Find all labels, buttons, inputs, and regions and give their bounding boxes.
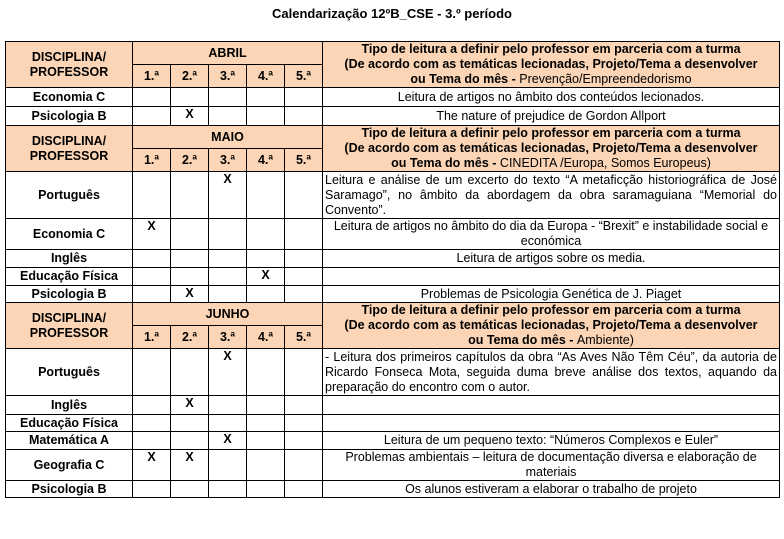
reading-type-header: [323, 303, 780, 349]
week-mark-cell: [285, 481, 323, 498]
reading-description-cell: Os alunos estiveram a elaborar o trabalho de projeto: [323, 481, 780, 498]
professor-header-label: PROFESSOR: [29, 148, 109, 163]
week-mark-cell: [247, 250, 285, 268]
week-header: 4.ª: [247, 326, 285, 349]
theme-prefix: ou Tema do mês -: [468, 333, 577, 347]
week-header: 1.ª: [133, 149, 171, 172]
reading-description-cell: Problemas de Psicologia Genética de J. Piaget: [323, 286, 780, 303]
schedule-body: [6, 42, 780, 498]
week-mark-cell: X: [171, 107, 209, 126]
week-header: 3.ª: [209, 65, 247, 88]
week-mark-cell: [133, 250, 171, 268]
reading-description-cell: Leitura e análise de um excerto do texto “A metaficção historiográfica de José Saramago”, no âmbito da abordagem da obra saramaguiana “Memorial do Convento”.: [323, 172, 780, 219]
reading-type-line3: [325, 72, 777, 87]
week-header: 3.ª: [209, 326, 247, 349]
discipline-cell: Educação Física: [6, 415, 133, 432]
reading-description-cell: Problemas ambientais – leitura de documentação diversa e elaboração de materiais: [323, 450, 780, 481]
reading-type-line2: (De acordo com as temáticas lecionadas, Projeto/Tema a desenvolver: [344, 318, 758, 332]
week-mark-cell: [209, 219, 247, 250]
week-mark-cell: [209, 450, 247, 481]
week-mark-cell: [171, 432, 209, 450]
discipline-cell: Economia C: [6, 88, 133, 107]
week-mark-cell: [171, 88, 209, 107]
reading-type-line3: [325, 333, 777, 348]
week-mark-cell: [247, 107, 285, 126]
schedule-table: [5, 41, 780, 498]
month-header-row: [6, 42, 780, 65]
discipline-cell: Economia C: [6, 219, 133, 250]
week-header: 5.ª: [285, 65, 323, 88]
reading-description-cell: Leitura de artigos no âmbito do dia da Europa - “Brexit” e instabilidade social e económica: [323, 219, 780, 250]
week-mark-cell: [285, 286, 323, 303]
week-header: 5.ª: [285, 149, 323, 172]
week-mark-cell: [285, 396, 323, 415]
reading-description-cell: Leitura de artigos no âmbito dos conteúdos lecionados.: [323, 88, 780, 107]
week-header: 2.ª: [171, 326, 209, 349]
reading-type-line2: (De acordo com as temáticas lecionadas, Projeto/Tema a desenvolver: [344, 141, 758, 155]
reading-description-cell: - Leitura dos primeiros capítulos da obra “As Aves Não Têm Céu”, da autoria de Ricardo Fonseca Mota, seguida duma breve análise dos textos, aquando da preparação do encontro com o autor.: [323, 349, 780, 396]
week-mark-cell: [133, 286, 171, 303]
discipline-cell: Psicologia B: [6, 481, 133, 498]
document-title: Calendarização 12ºB_CSE - 3.º período: [272, 6, 512, 21]
month-header-row: [6, 303, 780, 326]
reading-type-line2: (De acordo com as temáticas lecionadas, Projeto/Tema a desenvolver: [344, 57, 758, 71]
week-mark-cell: [171, 415, 209, 432]
week-mark-cell: X: [247, 268, 285, 286]
week-mark-cell: [285, 107, 323, 126]
discipline-header: [6, 42, 133, 88]
table-row: [6, 481, 780, 498]
table-row: [6, 432, 780, 450]
week-mark-cell: [247, 172, 285, 219]
discipline-cell: Psicologia B: [6, 286, 133, 303]
week-header: 2.ª: [171, 149, 209, 172]
week-mark-cell: [285, 268, 323, 286]
week-header: 1.ª: [133, 326, 171, 349]
month-name: MAIO: [133, 126, 323, 149]
discipline-header: [6, 126, 133, 172]
week-mark-cell: [133, 432, 171, 450]
table-row: [6, 286, 780, 303]
week-mark-cell: [209, 107, 247, 126]
week-mark-cell: X: [209, 432, 247, 450]
discipline-cell: Educação Física: [6, 268, 133, 286]
table-row: [6, 450, 780, 481]
discipline-cell: Psicologia B: [6, 107, 133, 126]
reading-description-cell: Leitura de um pequeno texto: “Números Complexos e Euler”: [323, 432, 780, 450]
week-mark-cell: X: [133, 450, 171, 481]
month-theme: Prevenção/Empreendedorismo: [519, 72, 692, 86]
reading-description-cell: [323, 415, 780, 432]
week-mark-cell: [247, 450, 285, 481]
month-theme: Ambiente): [576, 333, 634, 347]
week-mark-cell: [247, 286, 285, 303]
week-mark-cell: [247, 432, 285, 450]
week-mark-cell: X: [209, 172, 247, 219]
week-header: 1.ª: [133, 65, 171, 88]
week-header: 2.ª: [171, 65, 209, 88]
professor-header-label: PROFESSOR: [29, 64, 109, 79]
month-name: JUNHO: [133, 303, 323, 326]
month-theme: CINEDITA /Europa, Somos Europeus): [499, 156, 711, 170]
reading-description-cell: The nature of prejudice de Gordon Allport: [323, 107, 780, 126]
reading-description-cell: Leitura de artigos sobre os media.: [323, 250, 780, 268]
week-mark-cell: [171, 172, 209, 219]
week-header: 3.ª: [209, 149, 247, 172]
table-row: [6, 88, 780, 107]
theme-prefix: ou Tema do mês -: [391, 156, 500, 170]
discipline-cell: Matemática A: [6, 432, 133, 450]
week-mark-cell: [133, 88, 171, 107]
week-mark-cell: [285, 415, 323, 432]
reading-type-line1: Tipo de leitura a definir pelo professor em parceria com a turma: [361, 42, 741, 56]
reading-type-line1: Tipo de leitura a definir pelo professor em parceria com a turma: [361, 126, 741, 140]
week-mark-cell: [285, 432, 323, 450]
discipline-cell: Português: [6, 349, 133, 396]
reading-type-header: [323, 126, 780, 172]
discipline-header: [6, 303, 133, 349]
week-mark-cell: [133, 172, 171, 219]
week-mark-cell: [247, 219, 285, 250]
week-mark-cell: [285, 349, 323, 396]
week-mark-cell: [285, 88, 323, 107]
week-mark-cell: [133, 396, 171, 415]
week-mark-cell: [209, 396, 247, 415]
table-row: [6, 172, 780, 219]
month-name: ABRIL: [133, 42, 323, 65]
week-mark-cell: [247, 88, 285, 107]
week-mark-cell: [133, 349, 171, 396]
week-mark-cell: [171, 481, 209, 498]
week-mark-cell: [209, 286, 247, 303]
week-mark-cell: X: [209, 349, 247, 396]
week-mark-cell: [209, 88, 247, 107]
week-mark-cell: [285, 172, 323, 219]
discipline-header-label: DISCIPLINA/: [31, 49, 107, 64]
week-mark-cell: [247, 396, 285, 415]
reading-description-cell: [323, 268, 780, 286]
discipline-header-label: DISCIPLINA/: [31, 133, 107, 148]
week-mark-cell: [133, 268, 171, 286]
theme-prefix: ou Tema do mês -: [410, 72, 520, 86]
week-mark-cell: X: [171, 396, 209, 415]
discipline-cell: Geografia C: [6, 450, 133, 481]
table-row: [6, 219, 780, 250]
month-header-row: [6, 126, 780, 149]
reading-type-line1: Tipo de leitura a definir pelo professor em parceria com a turma: [361, 303, 741, 317]
week-mark-cell: [285, 250, 323, 268]
week-mark-cell: [247, 349, 285, 396]
week-mark-cell: [171, 268, 209, 286]
week-mark-cell: X: [133, 219, 171, 250]
discipline-cell: Inglês: [6, 250, 133, 268]
week-mark-cell: [209, 415, 247, 432]
week-mark-cell: X: [171, 450, 209, 481]
week-header: 4.ª: [247, 65, 285, 88]
week-mark-cell: [209, 268, 247, 286]
week-mark-cell: [133, 481, 171, 498]
week-mark-cell: [133, 107, 171, 126]
week-mark-cell: [133, 415, 171, 432]
week-mark-cell: X: [171, 286, 209, 303]
week-mark-cell: [171, 349, 209, 396]
week-mark-cell: [285, 450, 323, 481]
discipline-cell: Inglês: [6, 396, 133, 415]
week-header: 4.ª: [247, 149, 285, 172]
table-row: [6, 250, 780, 268]
reading-type-line3: [325, 156, 777, 171]
week-mark-cell: [247, 415, 285, 432]
week-mark-cell: [209, 481, 247, 498]
table-row: [6, 349, 780, 396]
week-mark-cell: [247, 481, 285, 498]
week-mark-cell: [171, 250, 209, 268]
table-row: [6, 268, 780, 286]
table-row: [6, 415, 780, 432]
reading-type-header: [323, 42, 780, 88]
table-row: [6, 107, 780, 126]
week-mark-cell: [285, 219, 323, 250]
week-header: 5.ª: [285, 326, 323, 349]
week-mark-cell: [171, 219, 209, 250]
table-row: [6, 396, 780, 415]
professor-header-label: PROFESSOR: [29, 325, 109, 340]
reading-description-cell: [323, 396, 780, 415]
discipline-header-label: DISCIPLINA/: [31, 310, 107, 325]
week-mark-cell: [209, 250, 247, 268]
discipline-cell: Português: [6, 172, 133, 219]
